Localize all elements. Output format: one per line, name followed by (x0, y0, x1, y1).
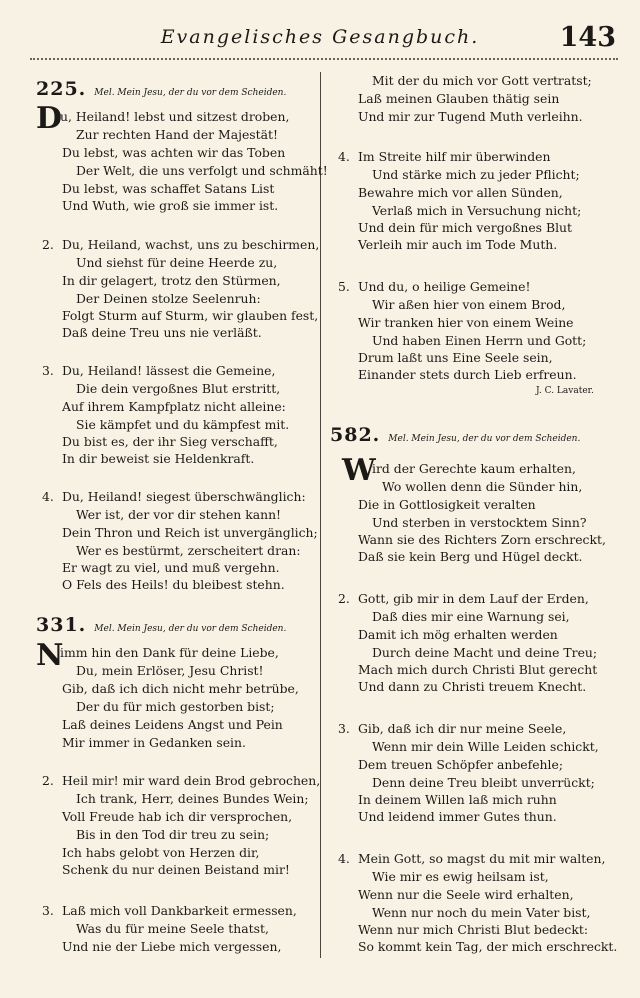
verse-line: Du, mein Erlöser, Jesu Christ! (76, 663, 264, 678)
hymn-heading (36, 78, 286, 100)
hymn-number: 331. (36, 614, 87, 636)
verse-line: Wir aßen hier von einem Brod, (372, 297, 566, 312)
verse-number: 4. (338, 851, 350, 866)
verse-number: 3. (338, 721, 350, 736)
verse-line: Ich habs gelobt von Herzen dir, (62, 845, 260, 860)
verse-line: 4. Mein Gott, so magst du mit mir walten, (338, 851, 606, 866)
hymn-author: J. C. Lavater. (536, 386, 594, 396)
hymn-heading (330, 424, 580, 446)
verse-line: 2. Du, Heiland, wachst, uns zu beschirmen, (42, 237, 320, 252)
verse-line: Wir tranken hier von einem Weine (358, 315, 574, 330)
verse-line: Schenk du nur deinen Beistand mir! (62, 862, 290, 877)
verse-line: Denn deine Treu bleibt unverrückt; (372, 775, 595, 790)
verse-line: Wenn nur mich Christi Blut bedeckt: (358, 922, 589, 937)
verse-line: Wer es bestürmt, zerscheitert dran: (76, 543, 301, 558)
verse-line: 2. Gott, gib mir in dem Lauf der Erden, (338, 591, 589, 606)
verse-number: 3. (42, 903, 54, 918)
verse-line: In dir gelagert, trotz den Stürmen, (62, 273, 281, 288)
verse-line: Und leidend immer Gutes thun. (358, 809, 557, 824)
verse-line: Wie mir es ewig heilsam ist, (372, 869, 549, 884)
verse-line: Daß deine Treu uns nie verläßt. (62, 325, 262, 340)
verse-line: 3. Laß mich voll Dankbarkeit ermessen, (42, 903, 297, 918)
verse-line: Und dann zu Christi treuem Knecht. (358, 679, 587, 694)
running-header-title: Evangelisches Gesangbuch. (160, 26, 480, 48)
drop-cap-initial: D (36, 101, 63, 136)
verse-line: Wann sie des Richters Zorn erschreckt, (358, 532, 606, 547)
verse-line: 5. Und du, o heilige Gemeine! (338, 279, 531, 294)
verse-line: Verlaß mich in Versuchung nicht; (372, 203, 582, 218)
verse-line: 3. Du, Heiland! lässest die Gemeine, (42, 363, 276, 378)
verse-line: Die dein vergoßnes Blut erstritt, (76, 381, 281, 396)
verse-line: Mit der du mich vor Gott vertratst; (372, 73, 592, 88)
verse-line: Einander stets durch Lieb erfreun. (358, 367, 577, 382)
verse-line: 2. Heil mir! mir ward dein Brod gebrochen, (42, 773, 321, 788)
verse-line: Zur rechten Hand der Majestät! (76, 127, 278, 142)
verse-line: 3. Gib, daß ich dir nur meine Seele, (338, 721, 567, 736)
verse-line: Der du für mich gestorben bist; (76, 699, 275, 714)
verse-line: Wer ist, der vor dir stehen kann! (76, 507, 282, 522)
verse-line: Laß deines Leidens Angst und Pein (62, 717, 283, 732)
melody-reference: Mel. Mein Jesu, der du vor dem Scheiden. (94, 624, 287, 634)
verse-line: Daß dies mir eine Warnung sei, (372, 609, 570, 624)
verse-line: Daß sie kein Berg und Hügel deckt. (358, 549, 583, 564)
verse-line: Voll Freude hab ich dir versprochen, (62, 809, 293, 824)
verse-line: Du lebst, was schaffet Satans List (62, 181, 275, 196)
verse-line: Die in Gottlosigkeit veralten (358, 497, 536, 512)
verse-line: Wenn nur noch du mein Vater bist, (372, 905, 591, 920)
verse-line: So kommt kein Tag, der mich erschreckt. (358, 939, 618, 954)
verse-line: Wenn mir dein Wille Leiden schickt, (372, 739, 599, 754)
header-divider (30, 58, 618, 60)
verse-line: imm hin den Dank für deine Liebe, (60, 645, 279, 660)
verse-line: Dem treuen Schöpfer anbefehle; (358, 757, 564, 772)
verse-line: Bewahre mich vor allen Sünden, (358, 185, 563, 200)
verse-line: Mir immer in Gedanken sein. (62, 735, 246, 750)
verse-line: Drum laßt uns Eine Seele sein, (358, 350, 553, 365)
verse-number: 2. (42, 773, 54, 788)
verse-number: 4. (42, 489, 54, 504)
verse-line: Durch deine Macht und deine Treu; (372, 645, 598, 660)
verse-line: In dir beweist sie Heldenkraft. (62, 451, 255, 466)
verse-line: Und Wuth, wie groß sie immer ist. (62, 198, 279, 213)
hymn-number: 225. (36, 78, 87, 100)
verse-line: 4. Im Streite hilf mir überwinden (338, 149, 551, 164)
verse-line: Mach mich durch Christi Blut gerecht (358, 662, 598, 677)
verse-line: Und siehst für deine Heerde zu, (76, 255, 278, 270)
verse-line: Bis in den Tod dir treu zu sein; (76, 827, 270, 842)
verse-number: 2. (42, 237, 54, 252)
verse-line: Was du für meine Seele thatst, (76, 921, 269, 936)
melody-reference: Mel. Mein Jesu, der du vor dem Scheiden. (388, 434, 581, 444)
verse-line: Und mir zur Tugend Muth verleihn. (358, 109, 583, 124)
verse-line: ird der Gerechte kaum erhalten, (372, 461, 576, 476)
verse-number: 2. (338, 591, 350, 606)
verse-line: Der Welt, die uns verfolgt und schmäht! (76, 163, 328, 178)
verse-line: Du bist es, der ihr Sieg verschafft, (62, 434, 278, 449)
verse-line: Und sterben in verstocktem Sinn? (372, 515, 587, 530)
hymn-number: 582. (330, 424, 381, 446)
verse-line: 4. Du, Heiland! siegest überschwänglich: (42, 489, 306, 504)
drop-cap-initial: N (36, 638, 64, 673)
verse-line: Und dein für mich vergoßnes Blut (358, 220, 572, 235)
verse-line: O Fels des Heils! du bleibest stehn. (62, 577, 285, 592)
verse-number: 4. (338, 149, 350, 164)
verse-line: Wenn nur die Seele wird erhalten, (358, 887, 574, 902)
verse-line: Folgt Sturm auf Sturm, wir glauben fest, (62, 308, 319, 323)
verse-line: u, Heiland! lebst und sitzest droben, (60, 109, 290, 124)
verse-line: Wo wollen denn die Sünder hin, (382, 479, 583, 494)
verse-line: Laß meinen Glauben thätig sein (358, 91, 560, 106)
verse-line: Gib, daß ich dich nicht mehr betrübe, (62, 681, 299, 696)
verse-line: In deinem Willen laß mich ruhn (358, 792, 557, 807)
verse-number: 5. (338, 279, 350, 294)
verse-line: Und stärke mich zu jeder Pflicht; (372, 167, 580, 182)
verse-line: Dein Thron und Reich ist unvergänglich; (62, 525, 318, 540)
melody-reference: Mel. Mein Jesu, der du vor dem Scheiden. (94, 88, 287, 98)
column-divider (320, 72, 321, 958)
hymn-heading (36, 614, 286, 636)
verse-line: Ich trank, Herr, deines Bundes Wein; (76, 791, 309, 806)
verse-number: 3. (42, 363, 54, 378)
verse-line: Der Deinen stolze Seelenruh: (76, 291, 261, 306)
verse-line: Du lebst, was achten wir das Toben (62, 145, 286, 160)
verse-line: Er wagt zu viel, und muß vergehn. (62, 560, 280, 575)
verse-line: Und haben Einen Herrn und Gott; (372, 333, 587, 348)
verse-line: Auf ihrem Kampfplatz nicht alleine: (62, 399, 286, 414)
verse-line: Verleih mir auch im Tode Muth. (358, 237, 558, 252)
verse-line: Und nie der Liebe mich vergessen, (62, 939, 282, 954)
drop-cap-initial: W (342, 453, 376, 488)
verse-line: Damit ich mög erhalten werden (358, 627, 558, 642)
page-number: 143 (559, 22, 616, 53)
verse-line: Sie kämpfet und du kämpfest mit. (76, 417, 290, 432)
